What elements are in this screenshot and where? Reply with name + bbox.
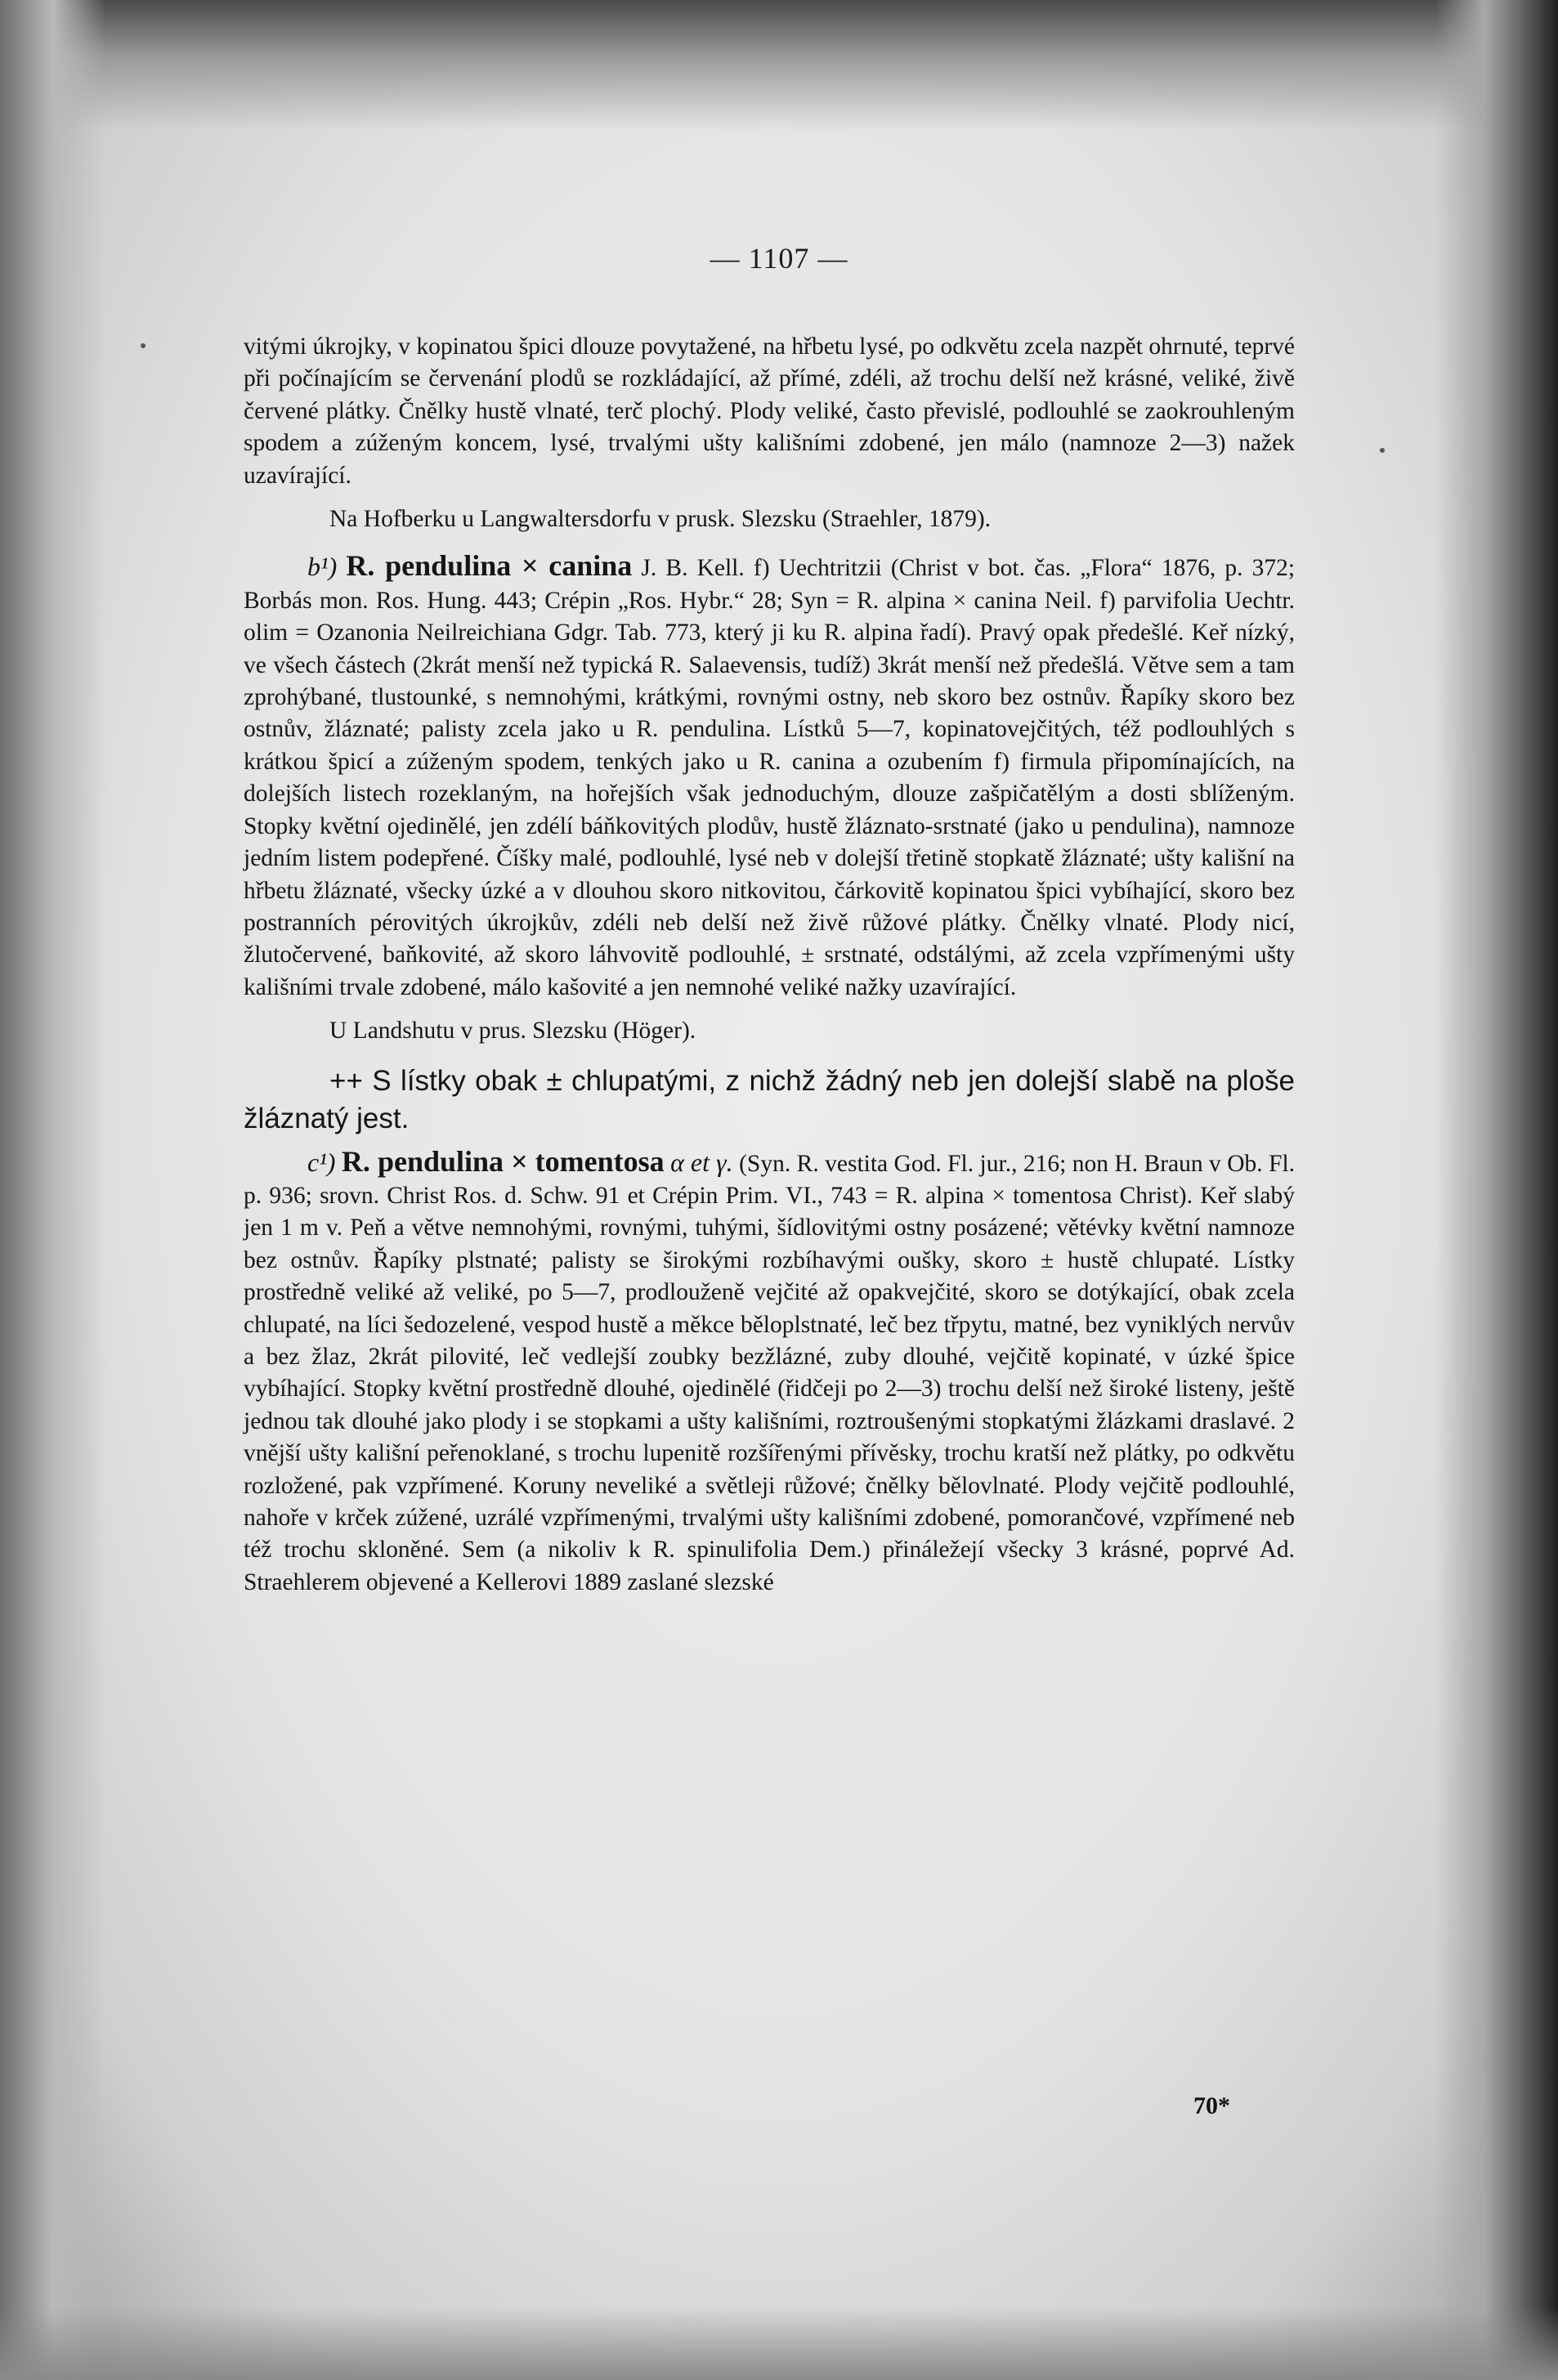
entry-text: J. B. Kell. f) Uechtritzii (Christ v bot. čas. „Flora“ 1876, p. 372; Borbás mon. Ros. Hung. 443; Crépin „Ros. Hybr.“ 28; Syn = R. alpina × canina Neil. f) parvifolia Uechtr. olim = Ozanonia Neilreichiana Gdgr. Tab. 773, který ji ku R. alpina řadí). Pravý opak předešlé. Keř nízký, ve všech částech (2krát menší než typická R. Salaevensis, tudíž) 3krát menší než předešlá. Větve sem a tam zprohýbané, tlustounké, s nemnohými, krátkými, rovnými ostny, neb skoro bez ostnův. Řapíky skoro bez ostnův, žláznaté; palisty zcela jako u R. pendulina. Lístků 5—7, kopinatovejčitých, též podlouhlých s krátkou špicí a zúženým spodem, tenkých jako u R. canina a ozubením f) firmula připomínajících, na dolejších listech rozeklaným, na hořejších však jednoduchým, dlouze zašpičatělým a dosti sblíženým. Stopky květní ojedinělé, jen zdélí báňkovitých plodův, hustě žláznato-srstnaté (jako u pendulina), namnoze jedním listem podepřené. Číšky malé, podlouhlé, lysé neb v dolejší třetině stopkatě žláznaté; ušty kališní na hřbetu žláznaté, všecky úzké a v dlouhou skoro nitkovitou, čárkovitě kopinatou špici vybíhající, skoro bez postranních pérovitých úkrojkův, zdéli neb delší než živě růžové plátky. Čnělky vlnaté. Plody nicí, žlutočervené, baňkovité, až skoro láhvovitě podlouhlé, ± srstnaté, odstálými, až zcela vzpřímenými ušty kališními trvale zdobené, málo kašovité a jen nemnohé veliké nažky uzavírající.	[244, 555, 1296, 1000]
entry-title: R. pendulina × tomentosa	[341, 1144, 665, 1178]
section-heading: ++ S lístky obak ± chlupatými, z nichž žádný neb jen dolejší slabě na ploše žláznatý jest.	[244, 1064, 1295, 1134]
locality-note: U Landshutu v prus. Slezsku (Höger).	[329, 1018, 696, 1045]
scan-shadow-right	[1435, 0, 1558, 2380]
entry-title: R. pendulina × canina	[346, 549, 633, 583]
locality-note: Na Hofberku u Langwaltersdorfu v prusk. Slezsku (Straehler, 1879).	[329, 506, 992, 533]
entry-label: c¹)	[307, 1147, 336, 1177]
entry-text: (Syn. R. vestita God. Fl. jur., 216; non H. Braun v Ob. Fl. p. 936; srovn. Christ Ros. d. Schw. 91 et Crépin Prim. VI., 743 = R. alpina × tomentosa Christ). Keř slabý jen 1 m v. Peň a větve nemnohými, rovnými, tuhými, šídlovitými ostny posázené; větévky květní namnoze bez ostnův. Řapíky plstnaté; palisty se širokými rozbíhavými oušky, skoro ± hustě chlupaté. Lístky prostředně veliké až veliké, po 5—7, prodlouženě vejčité až opakvejčité, skoro se dotýkající, obak zcela chlupaté, na líci šedozelené, vespod hustě a měkce běloplstnaté, leč bez třpytu, matné, bez vyniklých nervův a bez žlaz, 2krát pilovité, leč vedlejší zoubky bezžlázné, zuby dlouhé, vejčitě kopinaté, v úzké špice vybíhající. Stopky květní prostředně dlouhé, ojedinělé (řidčeji po 2—3) trochu delší než široké listeny, ještě jednou tak dlouhé jako plody i se stopkami a ušty kališními, roztroušenými stopkatými žlázkami draslavé. 2 vnější ušty kališní peřenoklané, s trochu lupenitě rozšířenými přívěsky, trochu kratší než plátky, po odkvětu rozložené, pak vzpřímené. Koruny neveliké a světleji růžové; čnělky bělovlnaté. Plody vejčitě podlouhlé, nahoře v krček zúžené, uzrálé vzpřímenými, trvalými ušty kališními zdobené, pomorančové, vzpřímené neb též trochu skloněné. Sem (a nikoliv k R. spinulifolia Dem.) přináležejí všecky 3 krásné, poprvé Ad. Straehlerem objevené a Kellerovi 1889 zaslané slezské	[244, 1150, 1296, 1595]
entry-pendulina-canina	[244, 550, 1295, 1004]
entry-pendulina-tomentosa	[244, 1146, 1295, 1599]
page-number: — 1107 —	[710, 242, 848, 275]
dust-speck	[1380, 448, 1385, 453]
scan-shadow-bottom	[0, 2306, 1558, 2380]
entry-label: b¹)	[307, 552, 338, 582]
scan-shadow-top	[0, 0, 1558, 131]
scan-shadow-left	[0, 0, 106, 2380]
text-body	[244, 331, 1295, 1599]
paragraph-description: vitými úkrojky, v kopinatou špici dlouze povytažené, na hřbetu lysé, po odkvětu zcela nazpět ohrnuté, teprvé při počínajícím se červenání plodů se rozkládající, až přímé, zdéli, až trochu delší než krásné, veliké, živě červené plátky. Čnělky hustě vlnaté, terč plochý. Plody veliké, často převislé, podlouhlé se zaokrouhleným spodem a zúženým koncem, lysé, trvalými ušty kališními zdobené, jen málo (namnoze 2—3) nažek uzavírající.	[244, 333, 1295, 489]
printer-signature: 70*	[1193, 2092, 1230, 2119]
entry-varieties: α et γ.	[670, 1147, 733, 1177]
dust-speck	[141, 343, 146, 348]
